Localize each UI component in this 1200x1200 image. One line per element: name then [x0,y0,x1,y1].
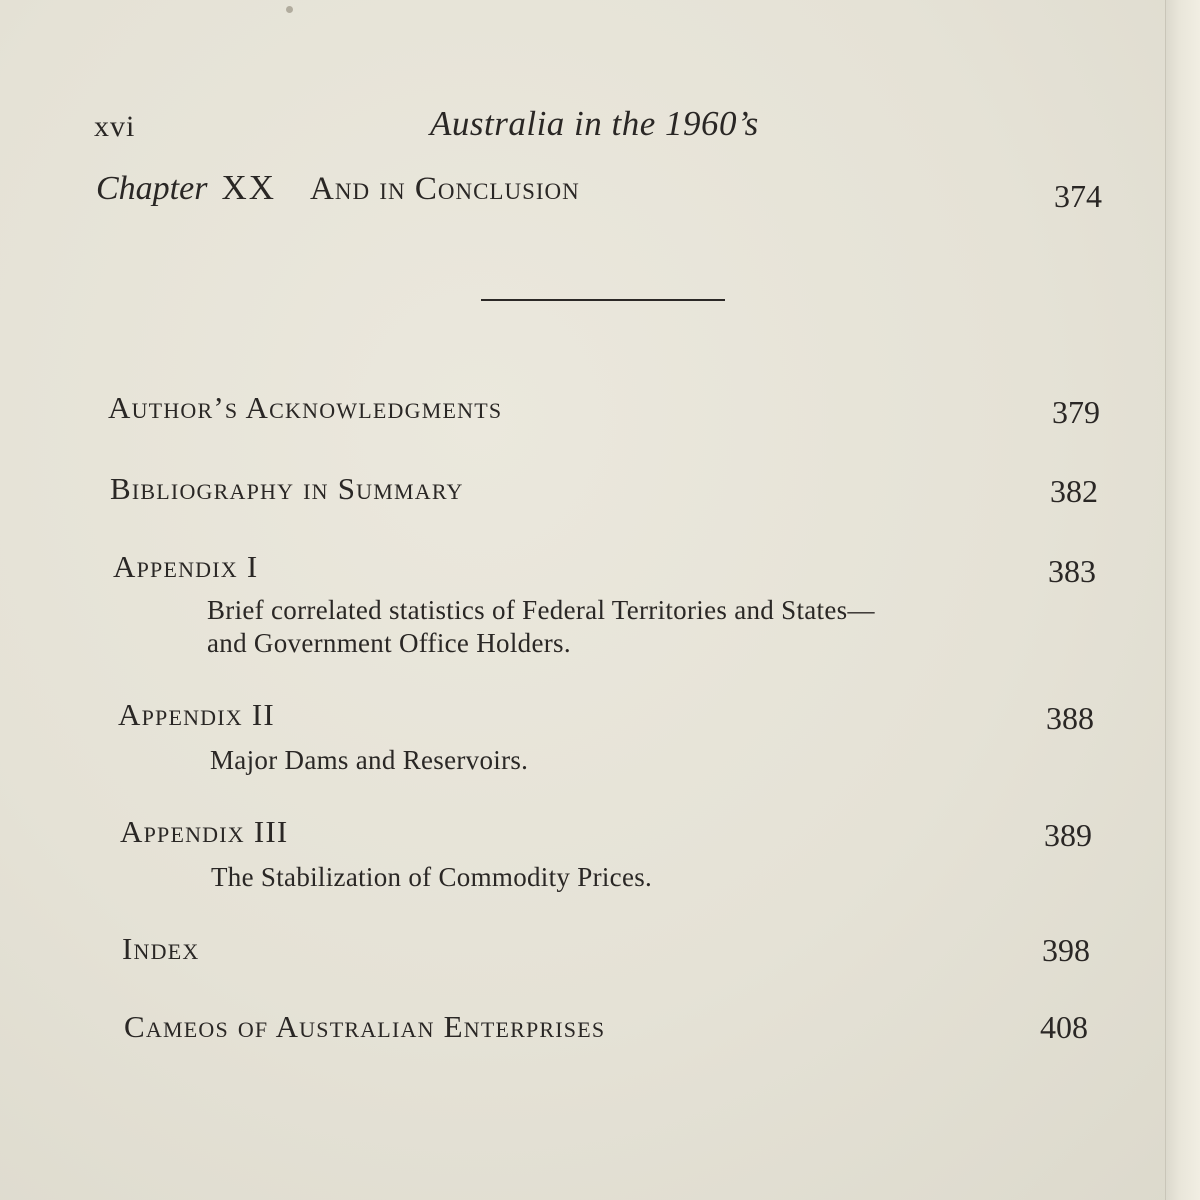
entry-title: Bibliography in Summary [110,471,464,506]
entry-page-number: 382 [1050,473,1098,509]
paper-speck [286,6,293,13]
entry-page-number: 379 [1052,394,1100,430]
entry-description-line: The Stabilization of Commodity Prices. [211,862,653,892]
section-divider [481,299,725,301]
entry-description-line: Brief correlated statistics of Federal Territories and States— [207,595,875,625]
entry-title: Index [122,931,200,966]
entry-page-number: 383 [1048,553,1096,589]
entry-title: Cameos of Australian Enterprises [124,1009,606,1044]
entry-page-number: 398 [1042,932,1090,968]
entry-title: Appendix II [118,697,275,732]
entry-title: Appendix I [113,549,259,584]
chapter-label: Chapter [96,170,208,207]
chapter-title: And in Conclusion [310,171,580,207]
entry-description-line: and Government Office Holders. [207,628,571,658]
chapter-entry [96,168,580,208]
running-title: Australia in the 1960’s [430,104,759,143]
chapter-number: XX [221,168,277,207]
page-edge [1165,0,1200,1200]
chapter-page-number: 374 [1054,178,1102,214]
entry-description-line: Major Dams and Reservoirs. [210,745,529,775]
page-folio: xvi [94,110,136,143]
entry-page-number: 388 [1046,700,1094,736]
entry-title: Appendix III [120,814,289,849]
entry-page-number: 389 [1044,817,1092,853]
entry-title: Author’s Acknowledgments [108,390,503,425]
entry-page-number: 408 [1040,1009,1088,1045]
